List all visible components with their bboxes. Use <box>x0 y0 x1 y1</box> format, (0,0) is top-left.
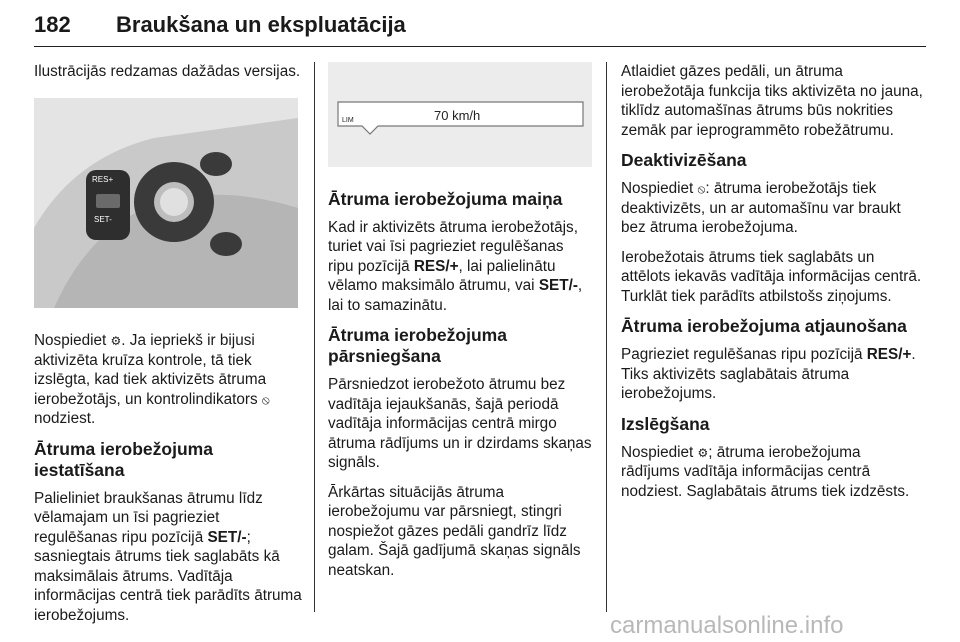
speed-limiter-off-icon: ⦸ <box>697 182 706 196</box>
exceed-paragraph-2: Ārkārtas situācijās ātruma ierobežojumu var pārsniegt, stingri nospiežot gāzes pedāli gandrīz līdz galam. Šajā gadījumā skaņas signāls neatskan. <box>328 483 581 579</box>
stored-paragraph: Ierobežotais ātrums tiek saglabāts un attēlots iekavās vadītāja informācijas centrā. Turklāt tiek parādīts atbilstošs ziņojums. <box>621 248 922 305</box>
heading-set-limit: Ātruma ierobežojuma iestatīšana <box>34 438 213 480</box>
page-number: 182 <box>34 12 71 37</box>
page-title: Braukšana un ekspluatācija <box>116 12 406 37</box>
page-header <box>34 6 926 47</box>
column-1 <box>34 62 302 635</box>
set-paragraph: Palieliniet braukšanas ātrumu līdz vēlamajam un īsi pagrieziet regulēšanas ripu pozīcijā SET/-; sasniegtais ātrums tiek saglabāts kā maksimālais ātrums. Vadītāja informācijas centrā tiek parādīts ātruma ierobežojums. <box>34 489 302 624</box>
column-3 <box>621 62 923 511</box>
deactivation-paragraph: Nospiediet ⦸: ātruma ierobežotājs tiek deaktivizēts, un ar automašīnu var braukt bez ātruma ierobežojuma. <box>621 180 901 236</box>
heading-resume-limit: Ātruma ierobežojuma atjaunošana <box>621 316 907 336</box>
driver-info-display-image <box>328 62 592 167</box>
intro-text: Ilustrācijās redzamas dažādas versijas. <box>34 63 301 80</box>
display-speed: 70 km/h <box>434 108 481 123</box>
watermark: carmanualsonline.info <box>610 612 844 639</box>
speed-limiter-icon: ⚙ <box>697 445 709 460</box>
heading-deactivation: Deaktivizēšana <box>621 150 747 170</box>
speed-limiter-indicator-icon: ⦸ <box>261 392 270 407</box>
column-divider-2 <box>606 62 607 612</box>
heading-switch-off: Izslēgšana <box>621 413 710 434</box>
steering-wheel-controls-image <box>34 98 298 308</box>
switch-off-paragraph: Nospiediet ⚙; ātruma ierobežojuma rādījums vadītāja informācijas centrā nodziest. Saglabātais ātrums tiek izdzēsts. <box>621 443 910 500</box>
speed-limiter-icon: ⚙ <box>110 334 122 348</box>
change-paragraph: Kad ir aktivizēts ātruma ierobežotājs, turiet vai īsi pagrieziet regulēšanas ripu pozīcijā RES/+, lai palielinātu vēlamo maksimālo ātrumu, vai SET/-, lai to samazinātu. <box>328 218 583 314</box>
lim-label: LIM <box>342 117 354 124</box>
exceed-paragraph-1: Pārsniedzot ierobežoto ātrumu bez vadītāja iejaukšanās, šajā periodā vadītāja informācijas centrā mirgo ātruma rādījums un ir dzirdams skaņas signāls. <box>328 376 592 471</box>
res-label: RES+ <box>92 174 114 184</box>
resume-paragraph: Pagrieziet regulēšanas ripu pozīcijā RES/+. Tiks aktivizēts saglabātais ātruma ierobežojums. <box>621 346 916 402</box>
heading-change-limit: Ātruma ierobežojuma maiņa <box>328 188 563 209</box>
press-paragraph: Nospiediet ⚙. Ja iepriekš ir bijusi aktivizēta kruīza kontrole, tā tiek izslēgta, kad tiek aktivizēts ātruma ierobežotājs, un kontrolindikators ⦸ nodziest. <box>34 332 270 427</box>
column-divider-1 <box>314 62 315 612</box>
set-label: SET- <box>94 214 112 224</box>
heading-exceed-limit: Ātruma ierobežojuma pārsniegšana <box>328 325 507 366</box>
column-2 <box>328 62 592 590</box>
release-paragraph: Atlaidiet gāzes pedāli, un ātruma ierobežotāja funkcija tiks aktivizēta no jauna, tiklīdz automašīnas ātrums būs nokrities zemāk par ieprogrammēto robežātrumu. <box>621 63 923 139</box>
